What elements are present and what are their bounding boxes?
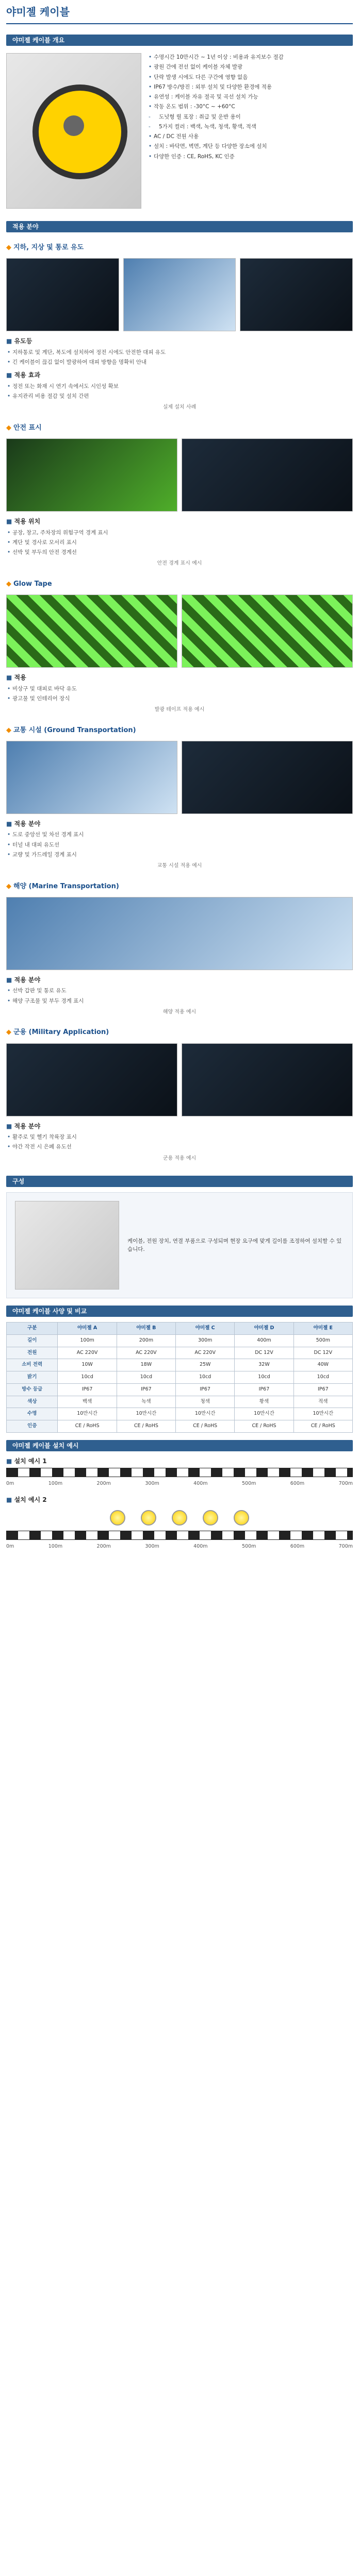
table-cell: 10cd bbox=[58, 1371, 117, 1384]
table-cell: 10cd bbox=[235, 1371, 293, 1384]
install-example-1-title: ■ 설치 예시 1 bbox=[6, 1456, 353, 1466]
ruler-mark: 600m bbox=[290, 1481, 305, 1487]
table-header-cell: 야미젤 A bbox=[58, 1323, 117, 1335]
spec-item: • 설치 : 바닥면, 벽면, 계단 등 다양한 장소에 설치 bbox=[149, 142, 353, 150]
table-cell: 10만시간 bbox=[117, 1408, 175, 1420]
table-cell: 25W bbox=[176, 1359, 235, 1371]
lamp-icon bbox=[203, 1510, 218, 1526]
ruler-mark: 200m bbox=[96, 1543, 111, 1549]
table-cell: CE / RoHS bbox=[235, 1420, 293, 1433]
point-list bbox=[6, 685, 353, 703]
bullet-icon: ◆ bbox=[6, 580, 11, 588]
footer-space bbox=[0, 1557, 359, 1599]
ruler-mark: 500m bbox=[241, 1543, 256, 1549]
table-cell: 10cd bbox=[176, 1371, 235, 1384]
table-cell: DC 12V bbox=[235, 1347, 293, 1359]
connector-diagram bbox=[6, 1192, 353, 1298]
ruler-mark: 300m bbox=[145, 1543, 159, 1549]
ruler-mark: 0m bbox=[6, 1481, 14, 1487]
application-photo bbox=[6, 897, 353, 970]
application-photo bbox=[6, 595, 177, 668]
table-cell: 백색 bbox=[58, 1396, 117, 1408]
install-example-1 bbox=[6, 1456, 353, 1488]
table-cell: 방수 등급 bbox=[7, 1383, 58, 1396]
application-section bbox=[0, 720, 359, 876]
section-install-heading: 야미젤 케이블 설치 예시 bbox=[6, 1440, 353, 1451]
application-photo bbox=[6, 1043, 177, 1116]
table-header-cell: 구분 bbox=[7, 1323, 58, 1335]
point-heading: ■ 적용 분야 bbox=[6, 819, 353, 829]
install-example-2-title: ■ 설치 예시 2 bbox=[6, 1495, 353, 1505]
table-cell: IP67 bbox=[235, 1383, 293, 1396]
point-item: • 도로 중앙선 및 차선 경계 표시 bbox=[6, 831, 353, 839]
photo-row bbox=[6, 897, 353, 970]
table-row bbox=[7, 1408, 353, 1420]
application-photo bbox=[6, 258, 119, 331]
application-section bbox=[0, 876, 359, 1023]
table-cell: 황색 bbox=[235, 1396, 293, 1408]
application-title: ◆ Glow Tape bbox=[6, 580, 52, 588]
table-cell: 수명 bbox=[7, 1408, 58, 1420]
table-row bbox=[7, 1371, 353, 1384]
spec-item: • 광원 간에 전선 없이 케이블 자체 발광 bbox=[149, 63, 353, 71]
point-list bbox=[6, 987, 353, 1005]
application-photo bbox=[6, 438, 177, 512]
point-item: • 선박 갑판 및 통로 유도 bbox=[6, 987, 353, 995]
distance-ruler bbox=[6, 1543, 353, 1551]
photo-caption: 안전 경계 표시 예시 bbox=[157, 561, 202, 567]
table-cell: CE / RoHS bbox=[293, 1420, 352, 1433]
point-item: • 비상구 및 대피로 바닥 유도 bbox=[6, 685, 353, 693]
point-item: • 긴 케이블이 끊김 없이 발광하여 대피 방향을 명확히 안내 bbox=[6, 358, 353, 366]
ruler-mark: 700m bbox=[338, 1481, 353, 1487]
spec-item: • 유연성 : 케이블 자유 절곡 및 곡선 설치 가능 bbox=[149, 93, 353, 101]
table-cell: 40W bbox=[293, 1359, 352, 1371]
spec-item: • 단락 발생 시에도 다른 구간에 영향 없음 bbox=[149, 73, 353, 81]
bullet-icon: ◆ bbox=[6, 882, 11, 890]
point-heading: ■ 유도등 bbox=[6, 336, 353, 346]
spec-table-body bbox=[7, 1334, 353, 1432]
table-cell: 10만시간 bbox=[235, 1408, 293, 1420]
bullet-icon: ◆ bbox=[6, 423, 11, 432]
photo-caption: 군용 적용 예시 bbox=[162, 1155, 197, 1161]
point-list bbox=[6, 1133, 353, 1151]
point-heading: ■ 적용 효과 bbox=[6, 370, 353, 380]
table-header-cell: 야미젤 E bbox=[293, 1323, 352, 1335]
table-cell: 18W bbox=[117, 1359, 175, 1371]
bullet-icon: ◆ bbox=[6, 1028, 11, 1037]
table-cell: 10W bbox=[58, 1359, 117, 1371]
table-cell: 32W bbox=[235, 1359, 293, 1371]
table-cell: IP67 bbox=[117, 1383, 175, 1396]
table-row bbox=[7, 1383, 353, 1396]
application-photo bbox=[182, 741, 353, 814]
table-cell: 전원 bbox=[7, 1347, 58, 1359]
bullet-icon: ◆ bbox=[6, 726, 11, 734]
point-heading: ■ 적용 위치 bbox=[6, 517, 353, 527]
table-row bbox=[7, 1420, 353, 1433]
ruler-mark: 400m bbox=[193, 1481, 208, 1487]
connector-image bbox=[15, 1201, 119, 1290]
spec-item: - 5가지 컬러 : 백색, 녹색, 청색, 황색, 적색 bbox=[149, 123, 353, 131]
table-cell: 10만시간 bbox=[176, 1408, 235, 1420]
photo-row bbox=[6, 595, 353, 668]
point-item: • 유지관리 비용 절감 및 설치 간편 bbox=[6, 392, 353, 400]
ruler-mark: 200m bbox=[96, 1481, 111, 1487]
table-cell: IP67 bbox=[58, 1383, 117, 1396]
table-header-cell: 야미젤 D bbox=[235, 1323, 293, 1335]
table-cell: AC 220V bbox=[58, 1347, 117, 1359]
point-list bbox=[6, 348, 353, 367]
table-cell: CE / RoHS bbox=[117, 1420, 175, 1433]
point-item: • 지하통로 및 계단, 복도에 설치하여 정전 시에도 안전한 대피 유도 bbox=[6, 348, 353, 357]
ruler-mark: 0m bbox=[6, 1543, 14, 1549]
table-cell: 녹색 bbox=[117, 1396, 175, 1408]
point-heading: ■ 적용 분야 bbox=[6, 1122, 353, 1131]
photo-caption: 실제 설치 사례 bbox=[162, 404, 197, 411]
application-title: ◆ 군용 (Military Application) bbox=[6, 1028, 109, 1037]
table-row bbox=[7, 1396, 353, 1408]
application-title: ◆ 안전 표시 bbox=[6, 423, 42, 432]
table-cell: CE / RoHS bbox=[176, 1420, 235, 1433]
table-cell: 400m bbox=[235, 1334, 293, 1347]
application-photo bbox=[240, 258, 353, 331]
table-cell: 소비 전력 bbox=[7, 1359, 58, 1371]
application-photo bbox=[182, 1043, 353, 1116]
page-title: 야미젤 케이블 bbox=[6, 6, 70, 18]
ruler-mark: 100m bbox=[48, 1481, 63, 1487]
photo-row bbox=[6, 258, 353, 331]
table-cell: 10만시간 bbox=[293, 1408, 352, 1420]
table-header-cell: 야미젤 C bbox=[176, 1323, 235, 1335]
application-photo bbox=[123, 258, 236, 331]
table-cell: 100m bbox=[58, 1334, 117, 1347]
point-item: • 광고물 및 인테리어 장식 bbox=[6, 694, 353, 703]
table-cell: 밝기 bbox=[7, 1371, 58, 1384]
photo-caption: 발광 테이프 적용 예시 bbox=[154, 707, 205, 713]
point-item: • 선박 및 부두의 안전 경계선 bbox=[6, 548, 353, 556]
cable-strip-diagram bbox=[6, 1468, 353, 1477]
table-header-cell: 야미젤 B bbox=[117, 1323, 175, 1335]
table-cell: AC 220V bbox=[117, 1347, 175, 1359]
ruler-mark: 600m bbox=[290, 1543, 305, 1549]
title-divider bbox=[6, 23, 353, 24]
point-item: • 해양 구조물 및 부두 경계 표시 bbox=[6, 997, 353, 1005]
point-item: • 교량 및 가드레일 경계 표시 bbox=[6, 851, 353, 859]
application-section bbox=[0, 574, 359, 720]
table-row bbox=[7, 1334, 353, 1347]
lamp-icon bbox=[172, 1510, 187, 1526]
bullet-icon: ◆ bbox=[6, 244, 11, 251]
application-photo bbox=[182, 595, 353, 668]
lamp-icon bbox=[141, 1510, 156, 1526]
lamp-icon bbox=[234, 1510, 249, 1526]
spec-table bbox=[6, 1322, 353, 1432]
point-list bbox=[6, 382, 353, 401]
application-title: ◆ 지하, 지상 및 통로 유도 bbox=[6, 244, 84, 251]
ruler-mark: 500m bbox=[241, 1481, 256, 1487]
table-cell: 청색 bbox=[176, 1396, 235, 1408]
install-example-2 bbox=[6, 1495, 353, 1550]
spec-item: • 수명시간 10만시간 ~ 1년 이상 : 비용과 유지보수 절감 bbox=[149, 53, 353, 61]
table-row bbox=[7, 1347, 353, 1359]
overview bbox=[0, 51, 359, 214]
lamp-icon bbox=[110, 1510, 125, 1526]
photo-row bbox=[6, 741, 353, 814]
ruler-mark: 300m bbox=[145, 1481, 159, 1487]
application-title: ◆ 교통 시설 (Ground Transportation) bbox=[6, 726, 136, 734]
table-cell: 적색 bbox=[293, 1396, 352, 1408]
point-item: • 공장, 창고, 주차장의 위험구역 경계 표시 bbox=[6, 529, 353, 537]
spec-item: - 도넛형 릴 포장 : 취급 및 운반 용이 bbox=[149, 113, 353, 121]
section-applications-heading: 적용 분야 bbox=[6, 221, 353, 232]
application-section bbox=[0, 1022, 359, 1168]
table-cell: 인증 bbox=[7, 1420, 58, 1433]
spec-item: • IP67 방수/방진 : 외부 설치 및 다양한 환경에 적용 bbox=[149, 83, 353, 91]
point-item: • 활주로 및 헬기 착륙장 표시 bbox=[6, 1133, 353, 1141]
applications bbox=[0, 238, 359, 1168]
table-cell: 500m bbox=[293, 1334, 352, 1347]
table-cell: CE / RoHS bbox=[58, 1420, 117, 1433]
application-section bbox=[0, 238, 359, 418]
point-list bbox=[6, 831, 353, 859]
table-cell: 10cd bbox=[117, 1371, 175, 1384]
connector-note: 케이블, 전원 장치, 연결 부품으로 구성되며 현장 요구에 맞게 길이를 조정하여 설치할 수 있습니다. bbox=[127, 1238, 342, 1253]
table-cell: 10cd bbox=[293, 1371, 352, 1384]
table-cell: 10만시간 bbox=[58, 1408, 117, 1420]
table-cell: AC 220V bbox=[176, 1347, 235, 1359]
table-row bbox=[7, 1359, 353, 1371]
point-item: • 터널 내 대피 유도선 bbox=[6, 841, 353, 849]
application-section bbox=[0, 418, 359, 574]
application-title: ◆ 해양 (Marine Transportation) bbox=[6, 882, 119, 890]
cable-reel-image bbox=[6, 53, 141, 209]
table-cell: IP67 bbox=[293, 1383, 352, 1396]
lamp-row bbox=[6, 1510, 353, 1526]
point-item: • 정전 또는 화재 시 연기 속에서도 시인성 확보 bbox=[6, 382, 353, 391]
ruler-mark: 400m bbox=[193, 1543, 208, 1549]
table-cell: 길이 bbox=[7, 1334, 58, 1347]
point-list bbox=[6, 529, 353, 557]
section-connector-heading: 구성 bbox=[6, 1176, 353, 1187]
ruler-mark: 100m bbox=[48, 1543, 63, 1549]
table-cell: 색상 bbox=[7, 1396, 58, 1408]
table-cell: DC 12V bbox=[293, 1347, 352, 1359]
cable-strip-diagram bbox=[6, 1531, 353, 1540]
photo-row bbox=[6, 438, 353, 512]
spec-item: • AC / DC 전원 사용 bbox=[149, 132, 353, 141]
application-photo bbox=[6, 741, 177, 814]
table-cell: IP67 bbox=[176, 1383, 235, 1396]
section-spec-table-heading: 야미젤 케이블 사양 및 비교 bbox=[6, 1306, 353, 1317]
point-heading: ■ 적용 분야 bbox=[6, 975, 353, 985]
spec-item: • 다양한 인증 : CE, RoHS, KC 인증 bbox=[149, 152, 353, 161]
photo-row bbox=[6, 1043, 353, 1116]
point-heading: ■ 적용 bbox=[6, 673, 353, 683]
point-item: • 야간 작전 시 은폐 유도선 bbox=[6, 1143, 353, 1151]
table-cell: 200m bbox=[117, 1334, 175, 1347]
spec-item: • 작동 온도 범위 : -30°C ~ +60°C bbox=[149, 103, 353, 111]
spec-table-header-row bbox=[7, 1323, 353, 1335]
photo-caption: 교통 시설 적용 예시 bbox=[157, 863, 202, 869]
application-photo bbox=[182, 438, 353, 512]
point-item: • 계단 및 경사로 모서리 표시 bbox=[6, 538, 353, 547]
page-header bbox=[0, 0, 359, 27]
section-overview-heading: 야미젤 케이블 개요 bbox=[6, 35, 353, 46]
overview-spec-list bbox=[149, 53, 353, 209]
distance-ruler bbox=[6, 1480, 353, 1488]
photo-caption: 해양 적용 예시 bbox=[162, 1009, 197, 1015]
table-cell: 300m bbox=[176, 1334, 235, 1347]
ruler-mark: 700m bbox=[338, 1543, 353, 1549]
